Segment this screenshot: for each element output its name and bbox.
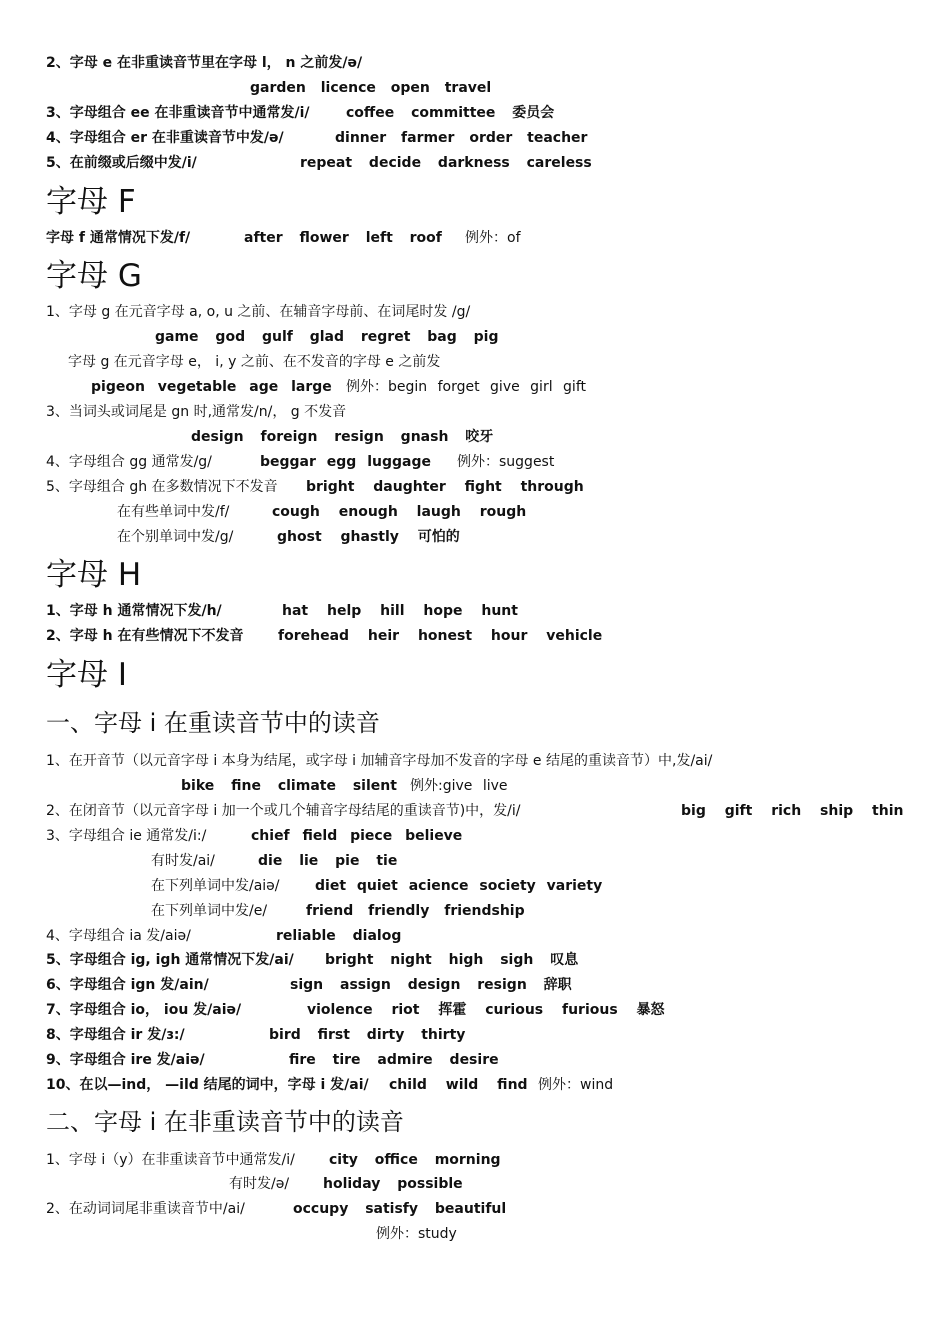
- heading-letter-i: 字母 I: [46, 657, 127, 693]
- rule-i-u1b-label: 有时发/ə/: [229, 1176, 290, 1192]
- rule-e-5-label: 5、在前缀或后缀中发/i/: [46, 155, 197, 171]
- rule-e-2-label: 2、字母 e 在非重读音节里在字母 l， n 之前发/ə/: [46, 55, 363, 71]
- rule-i-3b-words: die lie pie tie: [258, 853, 398, 869]
- heading-letter-g: 字母 G: [46, 258, 142, 294]
- rule-f-1-exception: 例外：of: [465, 230, 521, 246]
- rule-i-3-label: 3、字母组合 ie 通常发/i:/: [46, 828, 207, 844]
- rule-i-4-label: 4、字母组合 ia 发/aiə/: [46, 928, 191, 944]
- rule-i-u2-exception: 例外：study: [376, 1226, 457, 1242]
- rule-g-1-label: 1、字母 g 在元音字母 a, o, u 之前、在辅音字母前、在词尾时发 /g/: [46, 304, 471, 320]
- rule-i-1-exception: 例外:give live: [410, 778, 508, 794]
- rule-i-10-words: child wild find: [389, 1077, 528, 1093]
- rule-g-5c-words: ghost ghastly 可怕的: [277, 529, 460, 545]
- rule-i-1-words: bike fine climate silent: [181, 778, 397, 794]
- rule-g-5c-label: 在个别单词中发/g/: [117, 529, 234, 545]
- rule-g-4-exception: 例外：suggest: [457, 454, 555, 470]
- subheading-unstressed: 二、字母 i 在非重读音节中的读音: [46, 1108, 404, 1136]
- rule-g-5b-words: cough enough laugh rough: [272, 504, 527, 520]
- rule-i-8-words: bird first dirty thirty: [269, 1027, 466, 1043]
- rule-e-2-words: garden licence open travel: [250, 80, 492, 96]
- heading-letter-h: 字母 H: [46, 557, 142, 593]
- rule-i-6-label: 6、字母组合 ign 发/ain/: [46, 977, 209, 993]
- rule-g-4-label: 4、字母组合 gg 通常发/g/: [46, 454, 212, 470]
- rule-g-5-label: 5、字母组合 gh 在多数情况下不发音: [46, 479, 278, 495]
- rule-i-7-label: 7、字母组合 io， iou 发/aiə/: [46, 1002, 242, 1018]
- rule-i-u1b-words: holiday possible: [323, 1176, 463, 1192]
- rule-e-5-words: repeat decide darkness careless: [300, 155, 592, 171]
- rule-i-3d-words: friend friendly friendship: [306, 903, 525, 919]
- rule-f-1-label: 字母 f 通常情况下发/f/: [46, 230, 191, 246]
- rule-i-9-label: 9、字母组合 ire 发/aiə/: [46, 1052, 205, 1068]
- rule-i-u1-label: 1、字母 i（y）在非重读音节中通常发/i/: [46, 1152, 295, 1168]
- rule-i-3b-label: 有时发/ai/: [151, 853, 215, 869]
- rule-i-5-label: 5、字母组合 ig, igh 通常情况下发/ai/: [46, 952, 294, 968]
- rule-g-3-words: design foreign resign gnash 咬牙: [191, 429, 494, 445]
- rule-h-2-words: forehead heir honest hour vehicle: [278, 628, 603, 644]
- rule-i-8-label: 8、字母组合 ir 发/ɜ:/: [46, 1027, 185, 1043]
- rule-g-3-label: 3、当词头或词尾是 gn 时,通常发/n/， g 不发音: [46, 404, 347, 420]
- rule-g-5b-label: 在有些单词中发/f/: [117, 504, 230, 520]
- rule-g-2-label: 字母 g 在元音字母 e， i, y 之前、在不发音的字母 e 之前发: [68, 354, 441, 370]
- rule-f-1-words: after flower left roof: [244, 230, 442, 246]
- rule-i-2-words: big gift rich ship thin: [681, 803, 904, 819]
- rule-i-3-words: chief field piece believe: [251, 828, 463, 844]
- rule-g-4-words: beggar egg luggage: [260, 454, 431, 470]
- rule-i-u1-words: city office morning: [329, 1152, 501, 1168]
- rule-e-4-label: 4、字母组合 er 在非重读音节中发/ə/: [46, 130, 284, 146]
- rule-i-4-words: reliable dialog: [276, 928, 402, 944]
- rule-g-2-exception: 例外：begin forget give girl gift: [346, 379, 586, 395]
- rule-i-3d-label: 在下列单词中发/e/: [151, 903, 268, 919]
- rule-g-1-words: game god gulf glad regret bag pig: [155, 329, 499, 345]
- rule-i-3c-label: 在下列单词中发/aiə/: [151, 878, 280, 894]
- rule-i-3c-words: diet quiet acience society variety: [315, 878, 603, 894]
- rule-i-u2-label: 2、在动词词尾非重读音节中/ai/: [46, 1201, 245, 1217]
- rule-i-6-words: sign assign design resign 辞职: [290, 977, 572, 993]
- rule-e-3-words: coffee committee 委员会: [346, 105, 555, 121]
- rule-e-3-label: 3、字母组合 ee 在非重读音节中通常发/i/: [46, 105, 310, 121]
- rule-i-1-label: 1、在开音节（以元音字母 i 本身为结尾，或字母 i 加辅音字母加不发音的字母 e 结尾的重读音节）中,发/ai/: [46, 753, 713, 769]
- rule-g-2-words: pigeon vegetable age large: [91, 379, 332, 395]
- rule-e-4-words: dinner farmer order teacher: [335, 130, 588, 146]
- rule-i-5-words: bright night high sigh 叹息: [325, 952, 579, 968]
- rule-h-1-words: hat help hill hope hunt: [282, 603, 518, 619]
- rule-i-10-exception: 例外：wind: [538, 1077, 614, 1093]
- rule-i-u2-words: occupy satisfy beautiful: [293, 1201, 507, 1217]
- rule-i-2-label: 2、在闭音节（以元音字母 i 加一个或几个辅音字母结尾的重读音节)中，发/i/: [46, 803, 521, 819]
- rule-i-9-words: fire tire admire desire: [289, 1052, 499, 1068]
- rule-h-1-label: 1、字母 h 通常情况下发/h/: [46, 603, 222, 619]
- heading-letter-f: 字母 F: [46, 184, 136, 220]
- subheading-stressed: 一、字母 i 在重读音节中的读音: [46, 709, 380, 737]
- rule-h-2-label: 2、字母 h 在有些情况下不发音: [46, 628, 244, 644]
- rule-i-7-words: violence riot 挥霍 curious furious 暴怒: [307, 1002, 665, 1018]
- rule-i-10-label: 10、在以—ind， —ild 结尾的词中，字母 i 发/ai/: [46, 1077, 369, 1093]
- rule-g-5-words: bright daughter fight through: [306, 479, 584, 495]
